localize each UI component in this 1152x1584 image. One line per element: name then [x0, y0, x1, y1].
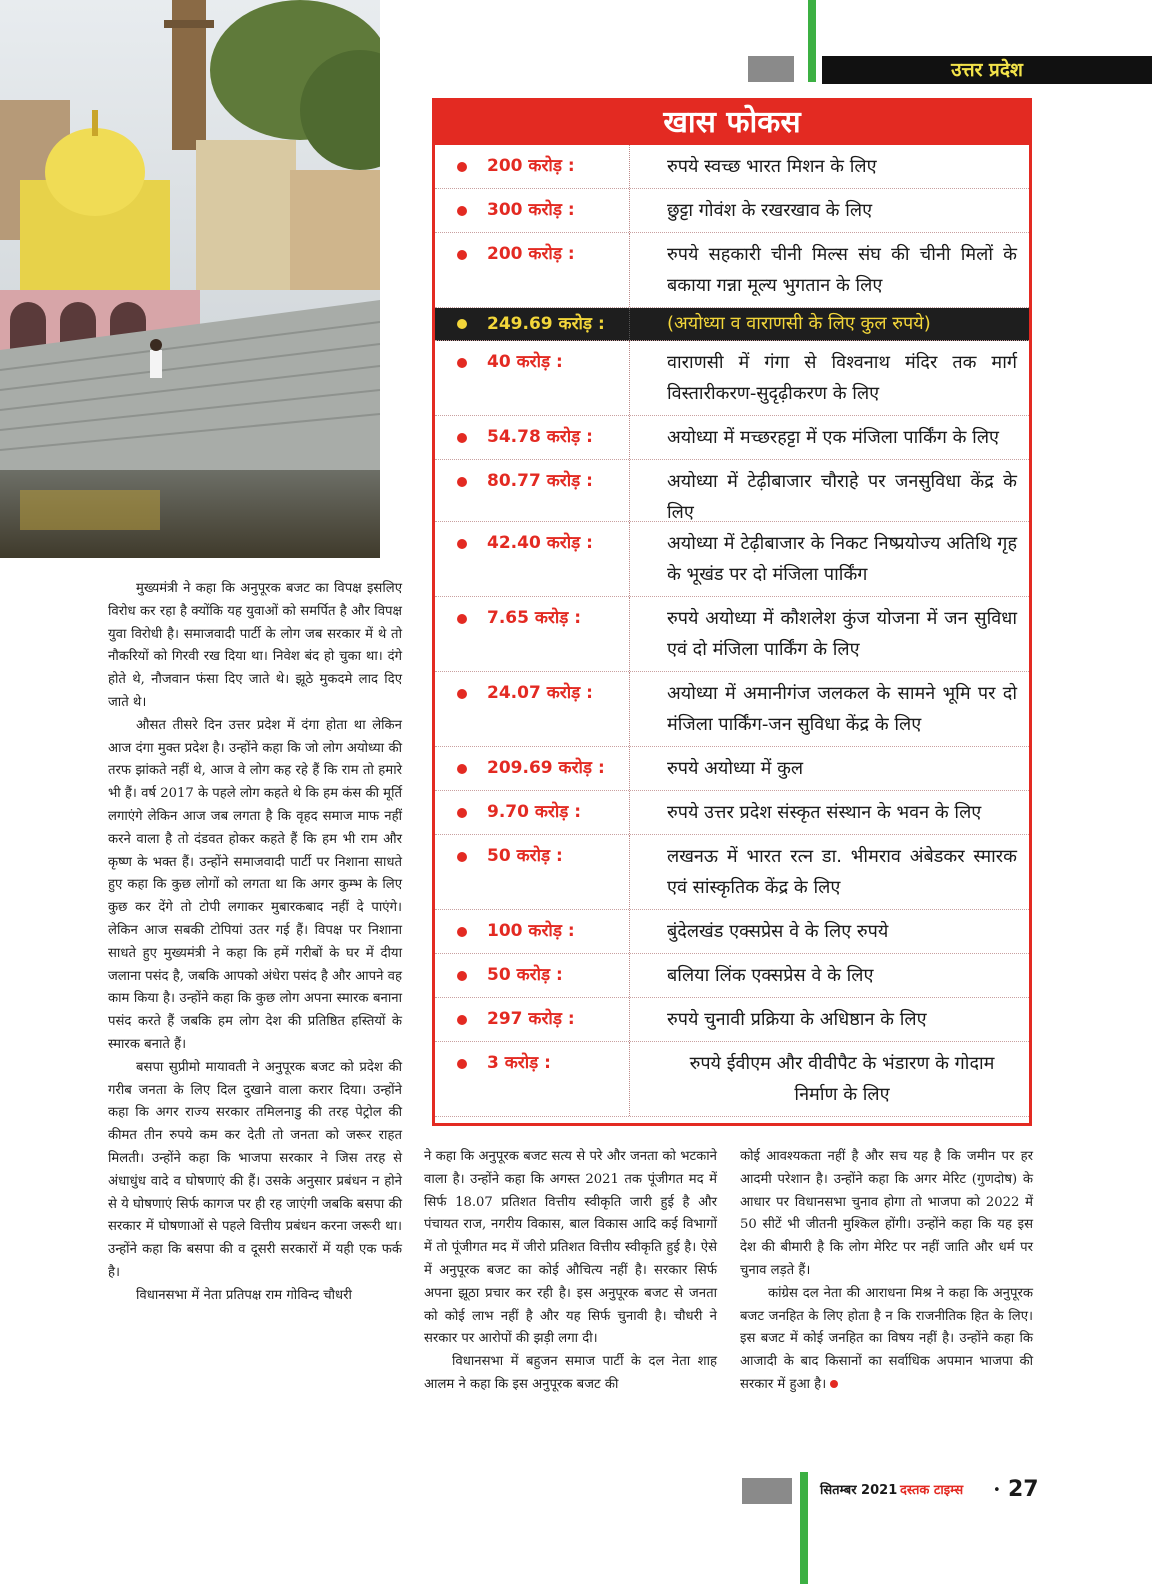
focus-separator	[629, 1042, 630, 1116]
focus-row	[435, 791, 1029, 835]
footer-magazine: दस्तक टाइम्स	[900, 1483, 964, 1498]
focus-description: रुपये अयोध्या में कौशलेश कुंज योजना में जन सुविधा एवं दो मंजिला पार्किंग के लिए	[667, 608, 1017, 660]
focus-amount-text: 80.77 करोड़ :	[487, 471, 593, 491]
focus-row	[435, 672, 1029, 747]
article-paragraph: ने कहा कि अनुपूरक बजट सत्य से परे और जनता को भटकाने वाला है। उन्होंने कहा कि अगस्त 2021 तक पूंजीगत मद में सिर्फ 18.07 प्रतिशत वित्तीय स्वीकृति जारी हुई है और पंचायत राज, नगरीय विकास, बाल विकास आदि कई विभागों में तो पूंजीगत मद में जीरो प्रतिशत वित्तीय स्वीकृति हुई है। ऐसे में अनुपूरक बजट का कोई औचित्य नहीं है। सरकार सिर्फ अपना झूठा प्रचार कर रही है। इस अनुपूरक बजट से जनता को कोई लाभ नहीं है और यह सिर्फ चुनावी है। चौधरी ने सरकार पर आरोपों की झड़ी लगा दी।	[424, 1149, 717, 1347]
article-column-2	[424, 1146, 717, 1397]
focus-amount-text: 249.69 करोड़ :	[487, 314, 605, 334]
focus-separator	[629, 998, 630, 1041]
focus-amount	[435, 145, 627, 188]
article-paragraph: मुख्यमंत्री ने कहा कि अनुपूरक बजट का विपक्ष इसलिए विरोध कर रहा है क्योंकि यह युवाओं को समर्पित है और विपक्ष युवा विरोधी है। समाजवादी पार्टी के लोग जब सरकार में थे तो नौकरियों को गिरवी रख दिया था। निवेश बंद हो चुका था। दंगे होते थे, नौजवान फंसा दिए जाते थे। झूठे मुकदमे लाद दिए जाते थे।	[108, 581, 402, 710]
focus-amount	[435, 954, 627, 997]
focus-amount-text: 42.40 करोड़ :	[487, 533, 593, 553]
focus-amount	[435, 233, 627, 276]
focus-row	[435, 341, 1029, 416]
focus-amount	[435, 672, 627, 715]
focus-description: रुपये उत्तर प्रदेश संस्कृत संस्थान के भवन के लिए	[667, 802, 982, 823]
article-column-3	[740, 1146, 1033, 1397]
section-title: उत्तर प्रदेश	[822, 56, 1152, 84]
focus-description: लखनऊ में भारत रत्न डा. भीमराव अंबेडकर स्मारक एवं सांस्कृतिक केंद्र के लिए	[667, 846, 1017, 898]
article-paragraph: विधानसभा में नेता प्रतिपक्ष राम गोविन्द चौधरी	[136, 1287, 352, 1303]
focus-amount	[435, 597, 627, 640]
focus-separator	[629, 460, 630, 521]
focus-row	[435, 954, 1029, 998]
focus-amount-text: 50 करोड़ :	[487, 846, 563, 866]
focus-separator	[629, 672, 630, 746]
focus-separator	[629, 189, 630, 232]
focus-row	[435, 1042, 1029, 1117]
focus-description: छुट्टा गोवंश के रखरखाव के लिए	[667, 200, 873, 221]
focus-row	[435, 145, 1029, 189]
focus-separator	[629, 791, 630, 834]
focus-amount	[435, 791, 627, 834]
footer-green-bar	[800, 1472, 808, 1584]
focus-title: खास फोकस	[435, 101, 1029, 145]
focus-amount	[435, 341, 627, 384]
focus-description: बलिया लिंक एक्सप्रेस वे के लिए	[667, 965, 874, 986]
focus-description: बुंदेलखंड एक्सप्रेस वे के लिए रुपये	[667, 921, 889, 942]
article-end-dot	[830, 1380, 838, 1388]
focus-description: अयोध्या में टेढ़ीबाजार के निकट निष्प्रयोज्य अतिथि गृह के भूखंड पर दो मंजिला पार्किंग	[667, 533, 1017, 585]
focus-amount	[435, 460, 627, 503]
focus-description: वाराणसी में गंगा से विश्वनाथ मंदिर तक मार्ग विस्तारीकरण-सुदृढ़ीकरण के लिए	[667, 352, 1017, 404]
focus-row	[435, 189, 1029, 233]
focus-description: अयोध्या में टेढ़ीबाजार चौराहे पर जनसुविधा केंद्र के लिए	[667, 471, 1017, 523]
focus-amount-text: 200 करोड़ :	[487, 244, 575, 264]
header-green-bar	[808, 0, 816, 82]
focus-amount-text: 9.70 करोड़ :	[487, 802, 582, 822]
footer-grey-block	[742, 1478, 792, 1504]
focus-row	[435, 597, 1029, 672]
focus-amount	[435, 522, 627, 565]
article-paragraph: बसपा सुप्रीमो मायावती ने अनुपूरक बजट को प्रदेश की गरीब जनता के लिए दिल दुखाने वाला करार दिया। उन्होंने कहा कि अगर राज्य सरकार तमिलनाडु की तरह पेट्रोल की कीमत तीन रुपये कम कर देती तो जनता को जरूर राहत मिलती। उन्होंने कहा कि भाजपा सरकार ने जिस तरह से अंधाधुंध वादे व घोषणाएं की हैं। उसके अनुसार प्रबंधन न होने से ये घोषणाएं सिर्फ कागज पर ही रह जाएंगी जबकि बसपा की सरकार में घोषणाओं से पहले वित्तीय प्रबंधन करना जरूरी था। उन्होंने कहा कि बसपा की व दूसरी सरकारों में यही एक फर्क है।	[108, 1059, 402, 1280]
page-number: 27	[1008, 1477, 1039, 1502]
focus-row	[435, 460, 1029, 522]
article-column-1	[108, 578, 402, 1308]
focus-amount-text: 50 करोड़ :	[487, 965, 563, 985]
focus-amount-text: 300 करोड़ :	[487, 200, 575, 220]
focus-row	[435, 747, 1029, 791]
focus-separator	[629, 910, 630, 953]
focus-amount-text: 40 करोड़ :	[487, 352, 563, 372]
focus-amount-text: 100 करोड़ :	[487, 921, 575, 941]
focus-description: (अयोध्या व वाराणसी के लिए कुल रुपये)	[667, 313, 931, 334]
article-paragraph: विधानसभा में बहुजन समाज पार्टी के दल नेता शाह आलम ने कहा कि इस अनुपूरक बजट की	[424, 1354, 717, 1392]
focus-amount-text: 209.69 करोड़ :	[487, 758, 605, 778]
focus-row	[435, 416, 1029, 460]
focus-amount	[435, 189, 627, 232]
focus-amount	[435, 747, 627, 790]
focus-amount	[435, 416, 627, 459]
focus-separator	[629, 954, 630, 997]
focus-row	[435, 910, 1029, 954]
focus-amount	[435, 998, 627, 1041]
focus-description: रुपये सहकारी चीनी मिल्स संघ की चीनी मिलों के बकाया गन्ना मूल्य भुगतान के लिए	[667, 244, 1017, 296]
focus-description: रुपये ईवीएम और वीवीपैट के भंडारण के गोदाम निर्माण के लिए	[689, 1053, 995, 1105]
focus-amount-text: 24.07 करोड़ :	[487, 683, 593, 703]
focus-separator	[629, 416, 630, 459]
focus-description: रुपये चुनावी प्रक्रिया के अधिष्ठान के लिए	[667, 1009, 927, 1030]
focus-separator	[629, 597, 630, 671]
header-grey-block	[748, 56, 794, 82]
focus-amount-text: 3 करोड़ :	[487, 1053, 551, 1073]
focus-amount	[435, 1042, 627, 1085]
focus-description: रुपये स्वच्छ भारत मिशन के लिए	[667, 156, 877, 177]
focus-amount	[435, 308, 627, 340]
focus-description: अयोध्या में अमानीगंज जलकल के सामने भूमि पर दो मंजिला पार्किंग-जन सुविधा केंद्र के लिए	[667, 683, 1017, 735]
focus-amount	[435, 835, 627, 878]
focus-separator	[629, 145, 630, 188]
focus-amount-text: 200 करोड़ :	[487, 156, 575, 176]
focus-description: रुपये अयोध्या में कुल	[667, 758, 804, 779]
focus-separator	[629, 522, 630, 596]
focus-row	[435, 998, 1029, 1042]
focus-separator	[629, 747, 630, 790]
focus-separator	[629, 233, 630, 307]
footer-date: सितम्बर 2021	[820, 1483, 898, 1498]
ghat-photo	[0, 0, 380, 558]
focus-box	[432, 98, 1032, 1126]
article-paragraph: कांग्रेस दल नेता की आराधना मिश्र ने कहा कि अनुपूरक बजट जनहित के लिए होता है न कि राजनीतिक हित के लिए। इस बजट में कोई जनहित का विषय नहीं है। उन्होंने कहा कि आजादी के बाद किसानों का सर्वाधिक अपमान भाजपा की सरकार में हुआ है।	[740, 1285, 1033, 1392]
focus-row	[435, 233, 1029, 308]
footer-separator: •	[993, 1483, 1001, 1498]
focus-amount-text: 54.78 करोड़ :	[487, 427, 593, 447]
focus-amount-text: 7.65 करोड़ :	[487, 608, 582, 628]
article-paragraph: कोई आवश्यकता नहीं है और सच यह है कि जमीन पर हर आदमी परेशान है। उन्होंने कहा कि अगर मेरिट (गुणदोष) के आधार पर विधानसभा चुनाव होगा तो भाजपा को 2022 में 50 सीटें भी जीतनी मुश्किल होंगी। उन्होंने कहा कि यह इस देश की बीमारी है कि लोग मेरिट पर नहीं जाति और धर्म पर चुनाव लड़ते हैं।	[740, 1149, 1033, 1278]
focus-rows	[435, 145, 1029, 1117]
focus-amount-text: 297 करोड़ :	[487, 1009, 575, 1029]
focus-separator	[629, 308, 630, 340]
focus-description: अयोध्या में मच्छरहट्टा में एक मंजिला पार्किंग के लिए	[667, 427, 999, 448]
article-paragraph: औसत तीसरे दिन उत्तर प्रदेश में दंगा होता था लेकिन आज दंगा मुक्त प्रदेश है। उन्होंने कहा कि जो लोग अयोध्या की तरफ झांकते नहीं थे, आज वे लोग कह रहे हैं कि राम तो हमारे भी हैं। वर्ष 2017 के पहले लोग कहते थे कि हम कंस की मूर्ति लगाएंगे लेकिन आज जब लगता है कि वृहद समाज माफ नहीं करने वाला है तो दंडवत होकर कहते हैं कि हम भी राम और कृष्ण के भक्त हैं। उन्होंने समाजवादी पार्टी पर निशाना साधते हुए कहा कि कुछ लोगों को लगता था कि अगर कुम्भ के लिए कुछ कर देंगे तो टोपी लगाकर मुबारकबाद नहीं दे पाएंगे। लेकिन आज सबकी टोपियां उतर गई हैं। विपक्ष पर निशाना साधते हुए मुख्यमंत्री ने कहा कि हमें गरीबों के घर में दीया जलाना पसंद है, जबकि आपको अंधेरा पसंद है और आपने वह काम किया है। उन्होंने कहा कि कुछ लोग अपना स्मारक बनाना पसंद करते हैं जबकि हम लोग देश की प्रतिष्ठित हस्तियों के स्मारक बनाते हैं।	[108, 717, 402, 1052]
focus-row	[435, 522, 1029, 597]
focus-amount	[435, 910, 627, 953]
focus-row	[435, 308, 1029, 341]
focus-separator	[629, 835, 630, 909]
focus-separator	[629, 341, 630, 415]
focus-row	[435, 835, 1029, 910]
